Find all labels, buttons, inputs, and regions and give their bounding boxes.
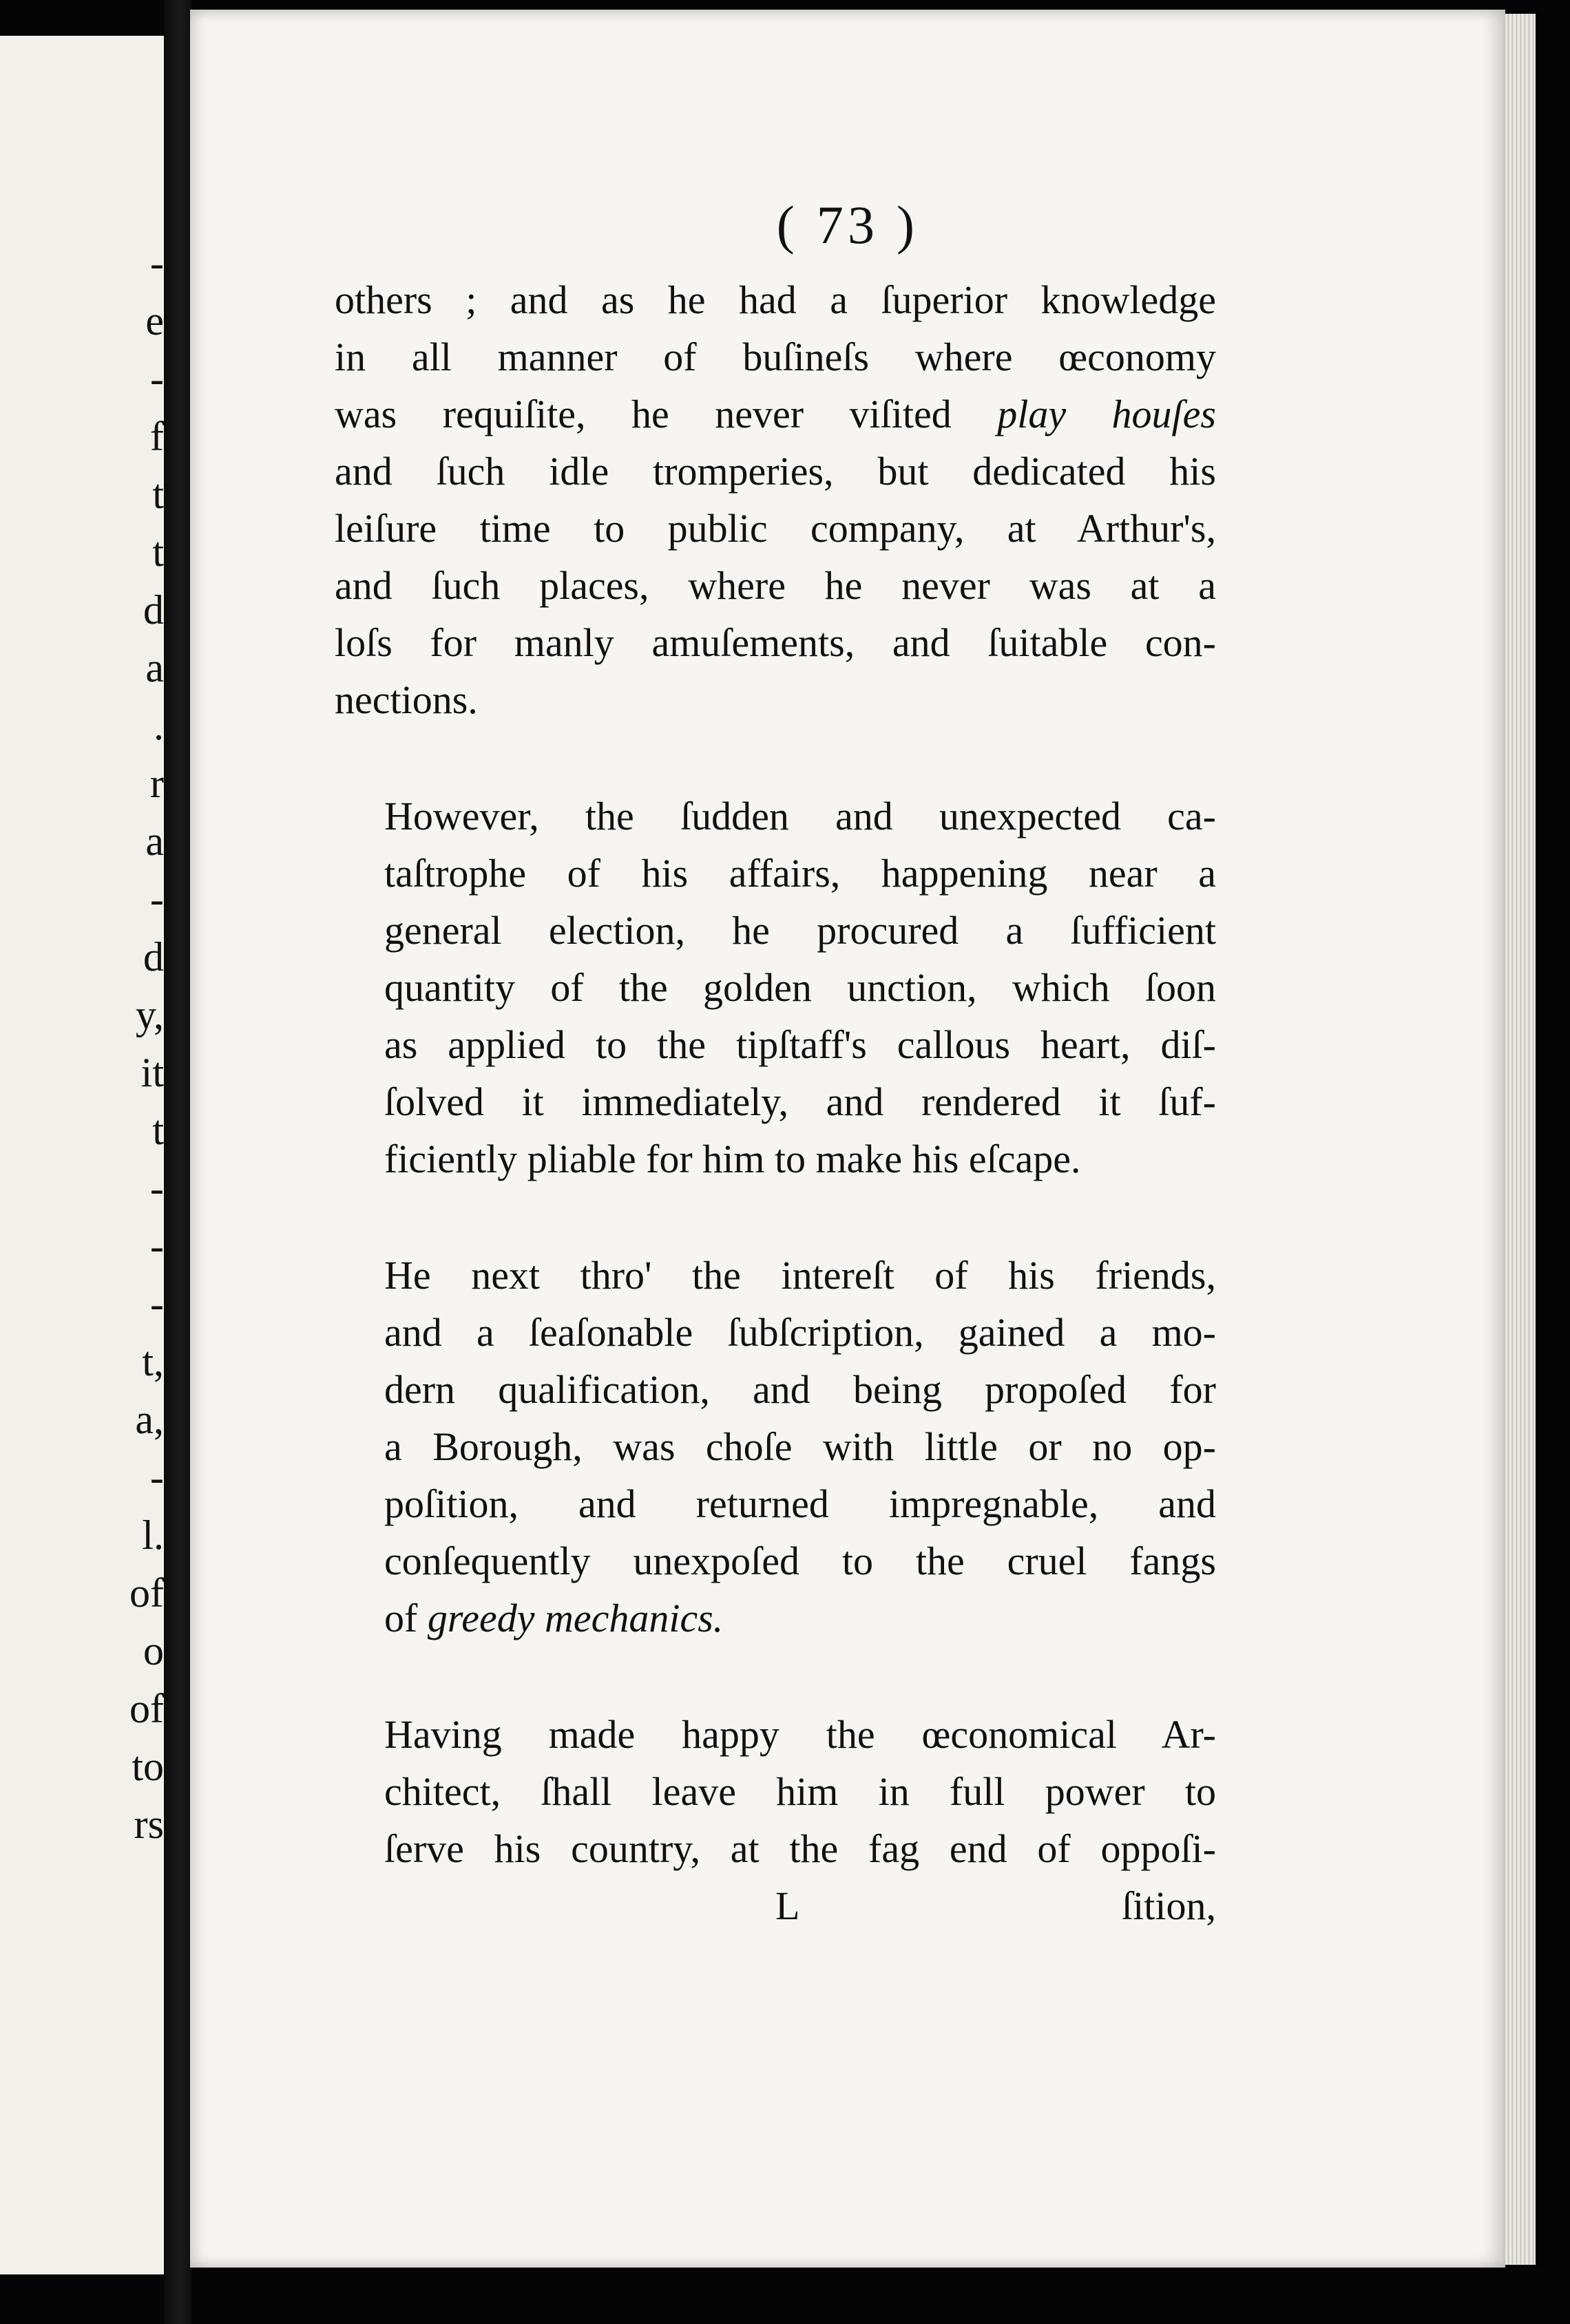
text-line: ficiently pliable for him to make his eſcape. (384, 1137, 1081, 1181)
previous-page-fragment: r (150, 761, 164, 806)
body-text (335, 271, 1216, 1934)
text-line-part: of (384, 1596, 418, 1640)
text-line: and a ſeaſonable ſubſcription, gained a mo- (384, 1310, 1216, 1355)
text-line: poſition, and returned impregnable, and (384, 1481, 1216, 1526)
text-line-part: was requiſite, he never viſited (335, 392, 952, 436)
previous-page-fragment: o (143, 1628, 164, 1673)
text-line: general election, he procured a ſufficient (384, 908, 1216, 953)
catchword: ſition, (1122, 1883, 1216, 1928)
text-line: loſs for manly amuſements, and ſuitable con- (335, 620, 1216, 665)
previous-page-fragment: rs (134, 1802, 164, 1847)
text-line: ſolved it immediately, and rendered it ſuf- (384, 1079, 1216, 1124)
italic-phrase: play houſes (997, 392, 1216, 436)
paragraph-4 (335, 1706, 1216, 1877)
text-line: ſerve his country, at the fag end of oppoſi- (384, 1826, 1216, 1871)
paragraph-3 (335, 1247, 1216, 1647)
previous-page-edge (0, 36, 168, 2274)
previous-page-fragment: - (150, 1455, 164, 1500)
text-line: a Borough, was choſe with little or no op- (384, 1424, 1216, 1469)
previous-page-fragment: - (150, 1165, 164, 1211)
previous-page-fragment: of (129, 1686, 164, 1731)
previous-page-fragment: t (152, 529, 164, 575)
text-line: leiſure time to public company, at Arthur's, (335, 506, 1216, 551)
previous-page-fragment: l. (142, 1512, 164, 1558)
text-line: as applied to the tipſtaff's callous heart, diſ- (384, 1022, 1216, 1067)
previous-page-fragment: t, (142, 1339, 164, 1384)
previous-page-fragment: y, (135, 992, 164, 1037)
text-line: dern qualification, and being propoſed for (384, 1367, 1216, 1412)
text-line (335, 385, 1216, 443)
text-line: He next thro' the intereſt of his friends, (384, 1253, 1216, 1298)
text-line: However, the ſudden and unexpected ca- (384, 794, 1216, 838)
text-line: in all manner of buſineſs where œconomy (335, 335, 1216, 379)
text-line: quantity of the golden unction, which ſoon (384, 965, 1216, 1010)
text-line: and ſuch places, where he never was at a (335, 563, 1216, 608)
page (190, 10, 1505, 2268)
text-line: nections. (335, 677, 478, 722)
page-block-edge (1505, 14, 1536, 2265)
previous-page-fragment: d (143, 587, 164, 633)
previous-page-fragment: f (150, 414, 164, 459)
previous-page-fragment: t (152, 1108, 164, 1153)
text-line: chitect, ſhall leave him in full power to (384, 1769, 1216, 1814)
page-footer (335, 1877, 1216, 1934)
previous-page-fragment: d (143, 934, 164, 980)
previous-page-fragment: - (150, 1281, 164, 1327)
previous-page-fragment: a (145, 645, 164, 690)
text-line: Having made happy the œconomical Ar- (384, 1712, 1216, 1757)
previous-page-fragment: e (145, 298, 164, 344)
page-number: ( 73 ) (776, 195, 919, 255)
text-line: conſequently unexpoſed to the cruel fangs (384, 1539, 1216, 1583)
previous-page-fragment: of (129, 1570, 164, 1616)
previous-page-fragment: it (140, 1050, 164, 1095)
previous-page-fragment: . (154, 703, 164, 748)
previous-page-text-fragments (0, 36, 164, 2274)
italic-phrase: greedy mechanics. (427, 1596, 724, 1640)
previous-page-fragment: a (145, 818, 164, 864)
text-line: and ſuch idle tromperies, but dedicated his (335, 449, 1216, 494)
previous-page-fragment: - (150, 876, 164, 922)
previous-page-fragment: - (150, 1223, 164, 1269)
text-line (335, 1589, 1216, 1647)
previous-page-fragment: t (152, 472, 164, 517)
paragraph-2 (335, 788, 1216, 1187)
text-line: taſtrophe of his affairs, happening near a (384, 851, 1216, 896)
previous-page-fragment: - (150, 240, 164, 286)
text-line: others ; and as he had a ſuperior knowledge (335, 277, 1216, 322)
previous-page-fragment: to (132, 1744, 164, 1789)
previous-page-fragment: a, (135, 1397, 164, 1442)
previous-page-fragment: - (150, 356, 164, 401)
paragraph-1 (335, 271, 1216, 728)
book-gutter (164, 0, 191, 2324)
signature-mark: L (775, 1883, 800, 1928)
